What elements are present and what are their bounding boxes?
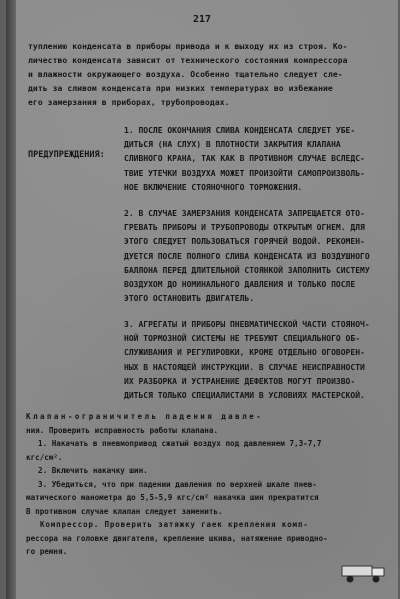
intro-line: личество конденсата зависит от технического состояния компрессора bbox=[28, 56, 348, 65]
compressor-line: го ремня. bbox=[26, 547, 68, 556]
warning-line: 1. ПОСЛЕ ОКОНЧАНИЯ СЛИВА КОНДЕНСАТА СЛЕДУЕТ УБЕ- bbox=[124, 126, 356, 135]
warning-line: ИХ РАЗБОРКА И УСТРАНЕНИЕ ДЕФЕКТОВ МОГУТ ПРОИЗВО- bbox=[124, 376, 356, 386]
document-page bbox=[6, 0, 398, 599]
valve-heading-line: Клапан-ограничитель падения давле- bbox=[26, 412, 264, 421]
valve-step-3-cont: матического манометра до 5,5-5,9 кгс/см² накачка шин прекратится bbox=[26, 493, 319, 502]
warning-3 bbox=[124, 318, 394, 403]
warning-line: ГРЕВАТЬ ПРИБОРЫ И ТРУБОПРОВОДЫ ОТКРЫТЫМ ОГНЕМ. ДЛЯ bbox=[124, 223, 365, 233]
page-number: 217 bbox=[192, 14, 212, 25]
valve-conclusion: В противном случае клапан следует заменить. bbox=[26, 506, 223, 516]
scan-edge-shadow bbox=[6, 0, 16, 599]
valve-heading-line: ния. Проверить исправность работы клапана. bbox=[26, 425, 219, 435]
warning-line: 3. АГРЕГАТЫ И ПРИБОРЫ ПНЕВМАТИЧЕСКОЙ ЧАСТИ СТОЯНОЧ- bbox=[124, 320, 370, 329]
warning-line: ЭТОГО ОСТАНОВИТЬ ДВИГАТЕЛЬ. bbox=[124, 294, 255, 304]
warning-line: ДУЕТСЯ ПОСЛЕ ПОЛНОГО СЛИВА КОНДЕНСАТА ИЗ ВОЗДУШНОГО bbox=[124, 251, 370, 261]
valve-check-section bbox=[26, 410, 394, 559]
intro-paragraph bbox=[28, 40, 390, 110]
warning-2 bbox=[124, 207, 394, 306]
vehicle-stamp-icon bbox=[340, 560, 388, 584]
compressor-line: рессора на головке двигателя, крепление шкива, натяжение приводно- bbox=[26, 533, 328, 543]
warning-line: БАЛЛОНА ПЕРЕД ДЛИТЕЛЬНОЙ СТОЯНКОЙ ЗАПОЛНИТЬ СИСТЕМУ bbox=[124, 265, 370, 275]
warning-line: ТВИЕ УТЕЧКИ ВОЗДУХА МОЖЕТ ПРОИЗОЙТИ САМОПРОИЗВОЛЬ- bbox=[124, 168, 365, 178]
warning-line: СЛИВНОГО КРАНА, ТАК КАК В ПРОТИВНОМ СЛУЧАЕ ВСЛЕДС- bbox=[124, 154, 365, 164]
warning-line: НОЙ ТОРМОЗНОЙ СИСТЕМЫ НЕ ТРЕБУЮТ СПЕЦИАЛЬНОГО ОБ- bbox=[124, 334, 361, 344]
warning-line: ЭТОГО СЛЕДУЕТ ПОЛЬЗОВАТЬСЯ ГОРЯЧЕЙ ВОДОЙ. РЕКОМЕН- bbox=[124, 237, 365, 247]
valve-step-3: 3. Убедиться, что при падении давления по верхней шкале пнев- bbox=[38, 479, 317, 489]
warning-line: СЛУЖИВАНИЯ И РЕГУЛИРОВКИ, КРОМЕ ОТДЕЛЬНО ОГОВОРЕН- bbox=[124, 348, 365, 358]
valve-step-1-unit: кгс/см². bbox=[26, 452, 63, 462]
intro-line: его замерзания в приборах, трубопроводах. bbox=[28, 98, 230, 107]
warning-line: ДИТЬСЯ (НА СЛУХ) В ПЛОТНОСТИ ЗАКРЫТИЯ КЛАПАНА bbox=[124, 140, 341, 150]
valve-step-1: 1. Накачать в пневмопривод сжатый воздух под давлением 7,3-7,7 bbox=[38, 439, 322, 448]
warning-line: НОЕ ВКЛЮЧЕНИЕ СТОЯНОЧНОГО ТОРМОЖЕНИЯ. bbox=[124, 182, 303, 192]
warning-line: 2. В СЛУЧАЕ ЗАМЕРЗАНИЯ КОНДЕНСАТА ЗАПРЕЩАЕТСЯ ОТО- bbox=[124, 209, 365, 218]
intro-line: дить за сливом конденсата при низких температурах во избежание bbox=[28, 84, 333, 93]
warning-line: НЫХ В НАСТОЯЩЕЙ ИНСТРУКЦИИ. В СЛУЧАЕ НЕИСПРАВНОСТИ bbox=[124, 362, 365, 372]
warning-1 bbox=[124, 124, 394, 195]
intro-line: и влажности окружающего воздуха. Особенно тщательно следует сле- bbox=[28, 70, 343, 79]
intro-line: туплению конденсата в приборы привода и к выходу их из строя. Ко- bbox=[28, 42, 348, 51]
valve-step-2: 2. Включить накачку шин. bbox=[38, 466, 148, 475]
compressor-line: Компрессор. Проверить затяжку гаек крепления комп- bbox=[40, 520, 309, 529]
warning-line: ДИТЬСЯ ТОЛЬКО СПЕЦИАЛИСТАМИ В УСЛОВИЯХ МАСТЕРСКОЙ. bbox=[124, 391, 365, 401]
warnings-label: ПРЕДУПРЕЖДЕНИЯ: bbox=[28, 150, 105, 160]
warning-line: ВОЗДУХОМ ДО НОМИНАЛЬНОГО ДАВЛЕНИЯ И ТОЛЬКО ПОСЛЕ bbox=[124, 280, 356, 290]
